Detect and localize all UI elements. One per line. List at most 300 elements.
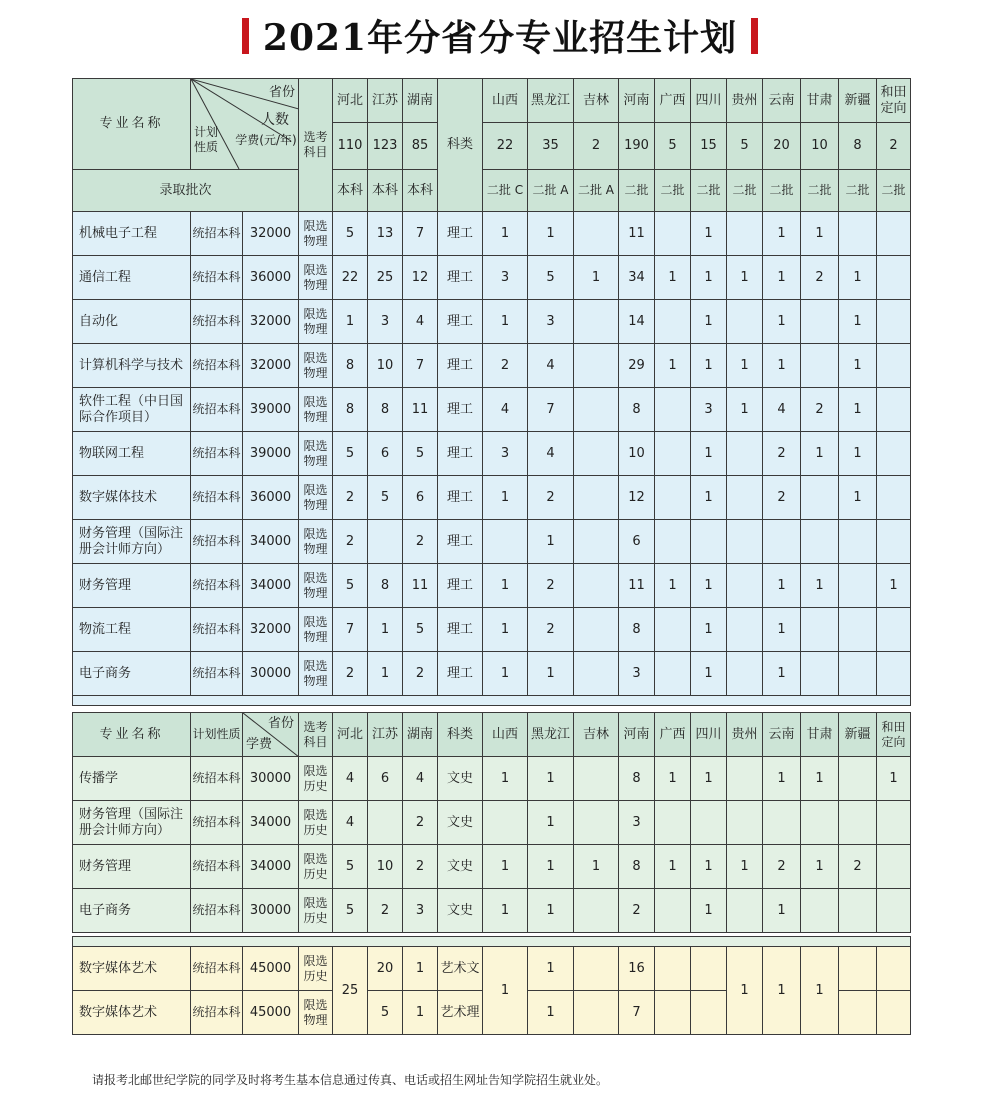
batch-left-0: 本科: [333, 170, 368, 212]
count-cell: [801, 889, 839, 933]
category-cell: 理工: [438, 520, 483, 564]
major-cell: 计算机科学与技术: [73, 344, 191, 388]
total-right-10: 2: [877, 123, 911, 170]
art-req-2: 限选物理: [299, 991, 333, 1035]
plan-cell: 统招本科: [191, 520, 243, 564]
count-cell: [727, 889, 763, 933]
plan-cell: 统招本科: [191, 564, 243, 608]
req-cell: 限选历史: [299, 757, 333, 801]
count-cell: [877, 256, 911, 300]
batch-right-4: 二批: [655, 170, 691, 212]
art-guangxi-1: [655, 947, 691, 991]
category-cell: 理工: [438, 476, 483, 520]
count-cell: 1: [691, 476, 727, 520]
batch-right-7: 二批: [763, 170, 801, 212]
count-cell: 1: [528, 845, 574, 889]
art-sichuan-2: [691, 991, 727, 1035]
count-cell: 2: [801, 256, 839, 300]
section-gap-2: [73, 937, 911, 947]
province-xinjiang: 新疆: [839, 79, 877, 123]
total-right-5: 15: [691, 123, 727, 170]
count-cell: [801, 344, 839, 388]
count-cell: 1: [727, 845, 763, 889]
count-cell: [574, 388, 619, 432]
category-cell: 理工: [438, 652, 483, 696]
art-hunan-1: 1: [403, 947, 438, 991]
art-gansu-merged: 1: [801, 947, 839, 1035]
count-cell: 2: [528, 476, 574, 520]
count-cell: 1: [691, 757, 727, 801]
count-cell: 2: [528, 564, 574, 608]
count-cell: 7: [528, 388, 574, 432]
count-cell: [801, 608, 839, 652]
count-cell: 3: [403, 889, 438, 933]
art-major-1: 数字媒体艺术: [73, 947, 191, 991]
total-right-1: 35: [528, 123, 574, 170]
count-cell: [574, 212, 619, 256]
count-cell: 1: [333, 300, 368, 344]
art-guizhou-merged: 1: [727, 947, 763, 1035]
count-cell: 3: [528, 300, 574, 344]
req-cell: 限选物理: [299, 432, 333, 476]
count-cell: 11: [403, 564, 438, 608]
province-sichuan: 四川: [691, 79, 727, 123]
count-cell: 11: [619, 212, 655, 256]
category-cell: 文史: [438, 845, 483, 889]
table-row: [73, 300, 911, 344]
count-cell: 29: [619, 344, 655, 388]
req-cell: 限选物理: [299, 652, 333, 696]
major-cell: 电子商务: [73, 889, 191, 933]
count-cell: 1: [691, 432, 727, 476]
count-cell: [839, 520, 877, 564]
count-cell: [574, 801, 619, 845]
province-henan-2: 河南: [619, 713, 655, 757]
req-cell: 限选物理: [299, 520, 333, 564]
category-cell: 文史: [438, 801, 483, 845]
category-cell: 理工: [438, 388, 483, 432]
count-cell: 1: [691, 845, 727, 889]
table-row: [73, 564, 911, 608]
plan-cell: 统招本科: [191, 845, 243, 889]
count-cell: [574, 432, 619, 476]
count-cell: 7: [333, 608, 368, 652]
category-cell: 理工: [438, 256, 483, 300]
count-cell: 1: [691, 652, 727, 696]
count-cell: [691, 520, 727, 564]
req-cell: 限选物理: [299, 256, 333, 300]
count-cell: 1: [528, 212, 574, 256]
total-right-2: 2: [574, 123, 619, 170]
count-cell: 1: [483, 608, 528, 652]
science-table: [72, 78, 911, 706]
category-cell: 理工: [438, 344, 483, 388]
count-cell: [574, 889, 619, 933]
count-cell: [574, 757, 619, 801]
count-cell: 1: [801, 564, 839, 608]
count-cell: [655, 889, 691, 933]
count-cell: 10: [368, 344, 403, 388]
plan-cell: 统招本科: [191, 344, 243, 388]
art-hunan-2: 1: [403, 991, 438, 1035]
fee-cell: 39000: [243, 432, 299, 476]
diag-province-label: 省份: [268, 85, 295, 100]
req-cell: 限选物理: [299, 476, 333, 520]
count-cell: 1: [483, 212, 528, 256]
count-cell: 1: [763, 300, 801, 344]
count-cell: 1: [483, 889, 528, 933]
count-cell: 8: [333, 388, 368, 432]
count-cell: 1: [691, 212, 727, 256]
major-cell: 数字媒体技术: [73, 476, 191, 520]
count-cell: 8: [619, 388, 655, 432]
count-cell: 1: [691, 564, 727, 608]
count-cell: 4: [528, 344, 574, 388]
count-cell: 2: [403, 845, 438, 889]
diag-plan-label: 计划性质: [193, 125, 218, 154]
count-cell: 1: [528, 652, 574, 696]
province-guizhou: 贵州: [727, 79, 763, 123]
count-cell: 1: [763, 757, 801, 801]
plan-cell: 统招本科: [191, 889, 243, 933]
count-cell: 1: [483, 564, 528, 608]
count-cell: [655, 432, 691, 476]
total-right-8: 10: [801, 123, 839, 170]
count-cell: 22: [333, 256, 368, 300]
count-cell: 12: [403, 256, 438, 300]
fee-cell: 32000: [243, 608, 299, 652]
batch-right-5: 二批: [691, 170, 727, 212]
count-cell: 34: [619, 256, 655, 300]
count-cell: 1: [763, 564, 801, 608]
plan-header-2: 计划性质: [191, 713, 243, 757]
art-req-1: 限选历史: [299, 947, 333, 991]
count-cell: [839, 757, 877, 801]
table-row: [73, 476, 911, 520]
count-cell: 1: [727, 256, 763, 300]
province-sichuan-2: 四川: [691, 713, 727, 757]
count-cell: [801, 520, 839, 564]
province-hetian-2: 和田定向: [877, 713, 911, 757]
count-cell: 1: [368, 608, 403, 652]
category-cell: 理工: [438, 564, 483, 608]
count-cell: [877, 889, 911, 933]
count-cell: 5: [333, 889, 368, 933]
fee-cell: 32000: [243, 344, 299, 388]
count-cell: 1: [763, 212, 801, 256]
province-hetian: 和田定向: [877, 79, 911, 123]
count-cell: 5: [333, 564, 368, 608]
batch-header: 录取批次: [73, 170, 299, 212]
major-cell: 物流工程: [73, 608, 191, 652]
count-cell: [655, 212, 691, 256]
count-cell: 2: [619, 889, 655, 933]
total-left-2: 85: [403, 123, 438, 170]
count-cell: [574, 652, 619, 696]
diag-people-label: 人数: [261, 112, 289, 128]
diag-wrap: [191, 79, 299, 169]
req-cell: 限选物理: [299, 212, 333, 256]
title-bar-right: [751, 18, 758, 54]
total-left-0: 110: [333, 123, 368, 170]
subject-req-header: 选考科目: [299, 79, 333, 212]
province-guangxi-2: 广西: [655, 713, 691, 757]
art-jilin-2: [574, 991, 619, 1035]
plan-cell: 统招本科: [191, 388, 243, 432]
count-cell: 1: [528, 757, 574, 801]
province-hunan-2: 湖南: [403, 713, 438, 757]
count-cell: [727, 476, 763, 520]
count-cell: [727, 608, 763, 652]
count-cell: 2: [333, 476, 368, 520]
count-cell: 10: [368, 845, 403, 889]
count-cell: [839, 608, 877, 652]
art-hetian-1: [877, 947, 911, 991]
plan-cell: 统招本科: [191, 300, 243, 344]
plan-cell: 统招本科: [191, 432, 243, 476]
count-cell: 1: [528, 801, 574, 845]
fee-cell: 32000: [243, 300, 299, 344]
fee-cell: 34000: [243, 520, 299, 564]
art-hlj-2: 1: [528, 991, 574, 1035]
art-jiangsu-1: 20: [368, 947, 403, 991]
req-cell: 限选物理: [299, 388, 333, 432]
count-cell: 4: [333, 801, 368, 845]
fee-cell: 30000: [243, 889, 299, 933]
plan-cell: 统招本科: [191, 757, 243, 801]
count-cell: [368, 801, 403, 845]
fee-cell: 30000: [243, 757, 299, 801]
province-guangxi: 广西: [655, 79, 691, 123]
art-cat-2: 艺术理: [438, 991, 483, 1035]
count-cell: 3: [619, 801, 655, 845]
diagonal-header-cell: [191, 79, 299, 170]
count-cell: [655, 388, 691, 432]
count-cell: 13: [368, 212, 403, 256]
count-cell: 1: [655, 344, 691, 388]
count-cell: 1: [691, 608, 727, 652]
count-cell: 2: [403, 520, 438, 564]
count-cell: 1: [483, 652, 528, 696]
major-cell: 自动化: [73, 300, 191, 344]
count-cell: 1: [801, 845, 839, 889]
count-cell: 3: [368, 300, 403, 344]
count-cell: 1: [691, 344, 727, 388]
count-cell: 1: [839, 432, 877, 476]
tuition-label-2: 学费: [246, 737, 273, 752]
count-cell: 8: [368, 388, 403, 432]
table-row: [73, 212, 911, 256]
art-xinjiang-2: [839, 991, 877, 1035]
art-henan-1: 16: [619, 947, 655, 991]
count-cell: [877, 212, 911, 256]
art-major-2: 数字媒体艺术: [73, 991, 191, 1035]
plan-cell: 统招本科: [191, 608, 243, 652]
diag-tuition-label: 学费(元/年): [235, 133, 297, 147]
province-yunnan: 云南: [763, 79, 801, 123]
count-cell: 1: [839, 476, 877, 520]
count-cell: 11: [403, 388, 438, 432]
art-jiangsu-2: 5: [368, 991, 403, 1035]
fee-cell: 36000: [243, 256, 299, 300]
count-cell: 8: [368, 564, 403, 608]
count-cell: 7: [403, 344, 438, 388]
category-header: 科类: [438, 79, 483, 212]
major-header-2: 专业名称: [73, 713, 191, 757]
count-cell: 1: [483, 476, 528, 520]
count-cell: 1: [763, 608, 801, 652]
count-cell: 2: [403, 801, 438, 845]
count-cell: [839, 564, 877, 608]
table-row: [73, 520, 911, 564]
major-cell: 物联网工程: [73, 432, 191, 476]
count-cell: 1: [691, 300, 727, 344]
major-cell: 机械电子工程: [73, 212, 191, 256]
count-cell: 3: [619, 652, 655, 696]
count-cell: [655, 300, 691, 344]
province-jilin-2: 吉林: [574, 713, 619, 757]
count-cell: [801, 652, 839, 696]
count-cell: [801, 476, 839, 520]
req-cell: 限选物理: [299, 564, 333, 608]
count-cell: 5: [368, 476, 403, 520]
count-cell: [877, 652, 911, 696]
art-guangxi-2: [655, 991, 691, 1035]
fee-cell: 39000: [243, 388, 299, 432]
count-cell: [877, 608, 911, 652]
table-row: [73, 344, 911, 388]
total-right-0: 22: [483, 123, 528, 170]
art-sichuan-1: [691, 947, 727, 991]
batch-left-1: 本科: [368, 170, 403, 212]
count-cell: [655, 801, 691, 845]
major-cell: 财务管理: [73, 564, 191, 608]
count-cell: 1: [483, 300, 528, 344]
province-xinjiang-2: 新疆: [839, 713, 877, 757]
count-cell: 6: [368, 432, 403, 476]
count-cell: [839, 212, 877, 256]
count-cell: 8: [619, 845, 655, 889]
req-cell: 限选物理: [299, 344, 333, 388]
count-cell: 1: [655, 757, 691, 801]
count-cell: 4: [333, 757, 368, 801]
count-cell: 1: [368, 652, 403, 696]
count-cell: [574, 564, 619, 608]
count-cell: 1: [483, 845, 528, 889]
count-cell: [839, 889, 877, 933]
subject-req-header-2: 选考科目: [299, 713, 333, 757]
count-cell: [801, 801, 839, 845]
art-shanxi-merged: 1: [483, 947, 528, 1035]
province-hebei: 河北: [333, 79, 368, 123]
total-left-1: 123: [368, 123, 403, 170]
req-cell: 限选历史: [299, 889, 333, 933]
count-cell: [727, 757, 763, 801]
art-cat-1: 艺术文: [438, 947, 483, 991]
req-cell: 限选历史: [299, 845, 333, 889]
province-shanxi-2: 山西: [483, 713, 528, 757]
count-cell: [655, 520, 691, 564]
count-cell: 5: [528, 256, 574, 300]
count-cell: 1: [655, 564, 691, 608]
count-cell: 1: [691, 256, 727, 300]
count-cell: 1: [574, 845, 619, 889]
count-cell: [727, 564, 763, 608]
fee-cell: 34000: [243, 845, 299, 889]
major-cell: 传播学: [73, 757, 191, 801]
category-cell: 理工: [438, 212, 483, 256]
category-cell: 理工: [438, 608, 483, 652]
province-heilongjiang-2: 黑龙江: [528, 713, 574, 757]
count-cell: [877, 300, 911, 344]
page-title: [0, 10, 1000, 66]
count-cell: [727, 652, 763, 696]
art-henan-2: 7: [619, 991, 655, 1035]
art-plan-2: 统招本科: [191, 991, 243, 1035]
count-cell: [727, 432, 763, 476]
province-shanxi: 山西: [483, 79, 528, 123]
count-cell: 1: [528, 520, 574, 564]
count-cell: 5: [333, 845, 368, 889]
count-cell: 6: [403, 476, 438, 520]
section-gap: [73, 696, 911, 706]
province-hebei-2: 河北: [333, 713, 368, 757]
fee-cell: 34000: [243, 801, 299, 845]
count-cell: 5: [333, 432, 368, 476]
count-cell: 4: [403, 300, 438, 344]
title-bar-left: [242, 18, 249, 54]
count-cell: [877, 388, 911, 432]
province-gansu-2: 甘肃: [801, 713, 839, 757]
count-cell: 1: [839, 256, 877, 300]
batch-right-9: 二批: [839, 170, 877, 212]
count-cell: 6: [619, 520, 655, 564]
province-jiangsu: 江苏: [368, 79, 403, 123]
count-cell: 2: [839, 845, 877, 889]
art-hlj-1: 1: [528, 947, 574, 991]
count-cell: 1: [763, 889, 801, 933]
count-cell: [655, 608, 691, 652]
count-cell: 1: [483, 757, 528, 801]
fee-cell: 36000: [243, 476, 299, 520]
category-cell: 文史: [438, 757, 483, 801]
footnote: 请报考北邮世纪学院的同学及时将考生基本信息通过传真、电话或招生网址告知学院招生就业处。: [92, 1073, 609, 1087]
count-cell: [691, 801, 727, 845]
count-cell: 1: [763, 652, 801, 696]
major-cell: 财务管理（国际注册会计师方向）: [73, 801, 191, 845]
count-cell: 5: [333, 212, 368, 256]
batch-right-0: 二批 C: [483, 170, 528, 212]
fee-cell: 34000: [243, 564, 299, 608]
count-cell: 1: [839, 388, 877, 432]
count-cell: [483, 801, 528, 845]
major-cell: 电子商务: [73, 652, 191, 696]
liberal-table: [72, 712, 911, 933]
province-jilin: 吉林: [574, 79, 619, 123]
count-cell: 2: [403, 652, 438, 696]
count-cell: 5: [403, 608, 438, 652]
table-row: [73, 889, 911, 933]
total-right-9: 8: [839, 123, 877, 170]
count-cell: 2: [763, 845, 801, 889]
count-cell: 2: [801, 388, 839, 432]
count-cell: [655, 476, 691, 520]
province-jiangsu-2: 江苏: [368, 713, 403, 757]
count-cell: 1: [763, 344, 801, 388]
province-yunnan-2: 云南: [763, 713, 801, 757]
batch-right-1: 二批 A: [528, 170, 574, 212]
count-cell: 1: [839, 344, 877, 388]
